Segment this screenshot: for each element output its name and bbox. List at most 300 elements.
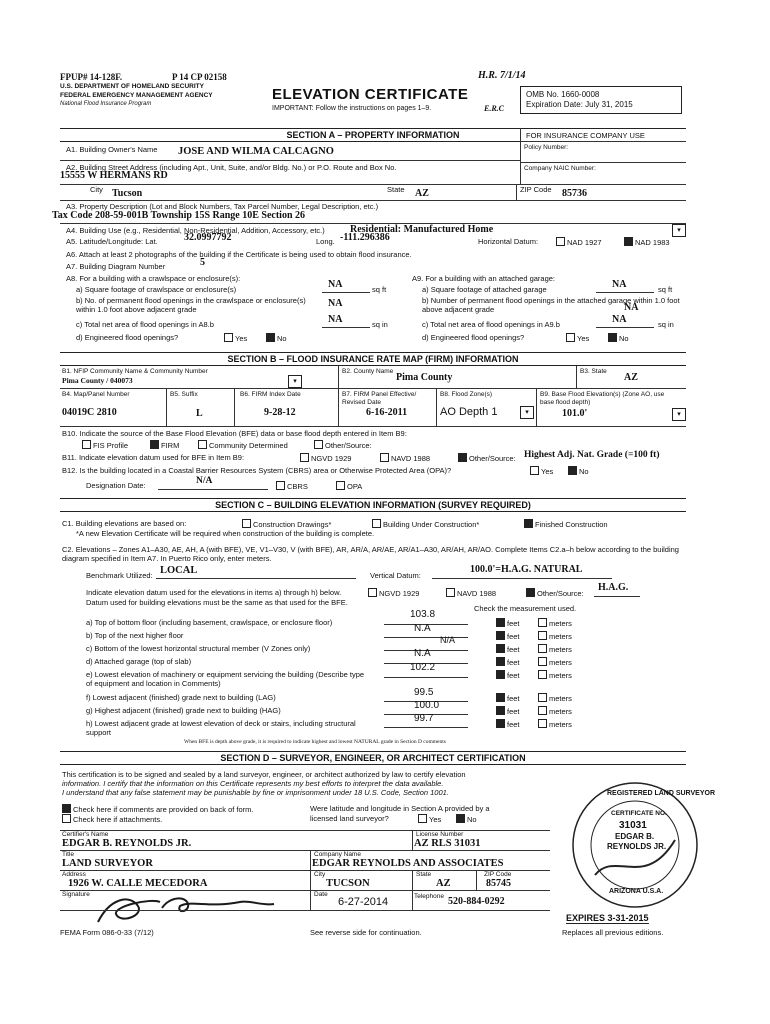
a5-label: A5. Latitude/Longitude: Lat.: [66, 237, 158, 246]
seal-expires: EXPIRES 3-31-2015: [566, 913, 649, 923]
yes-label: Yes: [429, 815, 442, 824]
c2c-label: c) Bottom of the lowest horizontal structural member (V Zones only): [86, 644, 311, 653]
date-value: 6-27-2014: [338, 896, 389, 908]
divider: [60, 160, 520, 161]
datum-label: Horizontal Datum:: [478, 237, 539, 246]
divider: [436, 388, 437, 426]
c2d-feet[interactable]: [496, 657, 520, 667]
c2b-label: b) Top of the next higher floor: [86, 631, 184, 640]
zip-label: ZIP Code: [520, 185, 552, 194]
underline: [158, 489, 268, 490]
unit-label: feet: [507, 694, 520, 703]
title-annotation: H.R. 7/1/14: [478, 70, 526, 81]
c2d-meters[interactable]: [538, 657, 572, 667]
c2-footnote: When BFE is depth above grade, it is required to indicate highest and lowest NATURAL grade in Section D comments: [184, 739, 446, 745]
option-label: NGVD 1929: [311, 454, 352, 463]
a7-label: A7. Building Diagram Number: [66, 262, 166, 271]
c2c-meters[interactable]: [538, 644, 572, 654]
divider: [520, 128, 521, 184]
option-label: Construction Drawings*: [253, 520, 332, 529]
b1-value: Pima County / 040073: [62, 376, 133, 385]
property-description: Tax Code 208-59-001B Township 15S Range 10E Section 26: [52, 210, 306, 221]
c2f-label: f) Lowest adjacent (finished) grade next to building (LAG): [86, 693, 276, 702]
checkbox-checked[interactable]: [150, 440, 159, 449]
unit-label: meters: [549, 720, 572, 729]
section-b-title: SECTION B – FLOOD INSURANCE RATE MAP (FIRM) INFORMATION: [227, 354, 519, 364]
license-label: License Number: [416, 831, 464, 838]
c2e-meters[interactable]: [538, 670, 572, 680]
unit-label: meters: [549, 694, 572, 703]
option-label: OPA: [347, 482, 363, 491]
checkbox[interactable]: [300, 453, 309, 462]
divider: [60, 184, 686, 185]
checkbox[interactable]: [336, 481, 345, 490]
option-label: CBRS: [287, 482, 308, 491]
a9c-label: c) Total net area of flood openings in A9.b: [422, 320, 560, 329]
b1-label: B1. NFIP Community Name & Community Number: [62, 368, 208, 375]
vertical-datum-value: 100.0'=H.A.G. NATURAL: [470, 564, 583, 575]
no-label: No: [579, 467, 589, 476]
expiration-date: Expiration Date: July 31, 2015: [526, 100, 633, 109]
yes-label: Yes: [577, 334, 590, 343]
checkbox-checked[interactable]: [496, 631, 505, 640]
latlong-no[interactable]: [456, 814, 477, 824]
a9b-label: b) Number of permanent flood openings in the attached garage within 1.0 foot above adjacent grade: [422, 296, 680, 314]
c2g-value: 100.0: [414, 700, 440, 711]
c2a-feet[interactable]: [496, 618, 520, 628]
cbrs-option[interactable]: [276, 481, 308, 491]
unit-label: meters: [549, 645, 572, 654]
a9c-value: NA: [612, 314, 627, 325]
nad1983-option[interactable]: [624, 237, 670, 247]
checkbox[interactable]: [538, 631, 547, 640]
opa-option[interactable]: [336, 481, 362, 491]
underline: [596, 327, 654, 328]
checkbox[interactable]: [566, 333, 575, 342]
unit-label: feet: [507, 645, 520, 654]
section-d-header: [60, 751, 686, 765]
unit-label: feet: [507, 658, 520, 667]
c2a-meters[interactable]: [538, 618, 572, 628]
continue-note: See reverse side for continuation.: [310, 928, 422, 937]
a9d-yes[interactable]: [566, 333, 589, 343]
b4-value: 04019C 2810: [62, 407, 117, 418]
option-label: Check here if attachments.: [73, 815, 163, 824]
longitude-value: -111.296386: [340, 232, 390, 243]
cert-text-2: information. I certify that the information on this Certificate represents my best efforts to interpret the data available.: [62, 779, 444, 788]
checkbox[interactable]: [530, 466, 539, 475]
divider: [338, 388, 339, 426]
nad1927-option[interactable]: [556, 237, 602, 247]
a9a-value: NA: [612, 279, 627, 290]
omb-number: OMB No. 1660-0008: [526, 90, 600, 99]
b9-label: B9. Base Flood Elevation(s) (Zone AO, use base flood depth): [540, 391, 665, 406]
check-unit-label: Check the measurement used.: [474, 604, 577, 613]
address-label: Address: [62, 871, 86, 878]
b4-label: B4. Map/Panel Number: [62, 391, 130, 398]
c2b-meters[interactable]: [538, 631, 572, 641]
c2e-feet[interactable]: [496, 670, 520, 680]
agency-line-1: U.S. DEPARTMENT OF HOMELAND SECURITY: [60, 83, 204, 90]
latlong-yes[interactable]: [418, 814, 441, 824]
checkbox-checked[interactable]: [62, 804, 71, 813]
telephone-label: Telephone: [414, 893, 444, 900]
checkbox[interactable]: [538, 644, 547, 653]
b7-value: 6-16-2011: [366, 407, 408, 418]
replaces-note: Replaces all previous editions.: [562, 928, 664, 937]
a6-label: A6. Attach at least 2 photographs of the building if the Certificate is being used to obtain flood insurance.: [66, 250, 412, 259]
a2-label: A2. Building Street Address (including Apt., Unit, Suite, and/or Bldg. No.) or P.O. Route and Box No.: [66, 163, 397, 172]
c2e-value: 102.2: [410, 662, 436, 673]
policy-number-label: Policy Number:: [524, 144, 569, 151]
unit-label: meters: [549, 619, 572, 628]
b3-value: AZ: [624, 372, 638, 383]
c2e-label: e) Lowest elevation of machinery or equipment servicing the building (Describe type of equipment and location in Comments): [86, 670, 365, 688]
checkbox-checked[interactable]: [496, 657, 505, 666]
divider: [234, 388, 235, 426]
seal-name-2: REYNOLDS JR.: [607, 842, 667, 851]
section-b-header: [60, 352, 686, 366]
datum-note: Datum used for building elevations must be the same as that used for the BFE.: [86, 598, 348, 607]
b10-other[interactable]: [314, 440, 372, 450]
c1-drawings[interactable]: [242, 519, 331, 529]
indicate-value: H.A.G.: [598, 582, 629, 593]
cert-text-1: This certification is to be signed and sealed by a land surveyor, engineer, or architect authorized by law to certify elevation: [62, 770, 466, 779]
c2f-value: 99.5: [414, 687, 434, 698]
cert-text-3: I understand that any false statement may be punishable by fine or imprisonment under 18 U.S. Code, Section 1001.: [62, 788, 449, 797]
option-label: NAVD 1988: [391, 454, 431, 463]
building-use: Residential: Manufactured Home: [350, 224, 494, 235]
checkbox-checked[interactable]: [496, 644, 505, 653]
b12-no[interactable]: [568, 466, 589, 476]
title-value: LAND SURVEYOR: [62, 858, 153, 869]
latitude-value: 32.0997792: [184, 232, 232, 243]
page-title: ELEVATION CERTIFICATE: [272, 86, 469, 103]
checkbox-checked[interactable]: [496, 693, 505, 702]
b11-navd[interactable]: [380, 453, 430, 463]
company-value: EDGAR REYNOLDS AND ASSOCIATES: [312, 858, 504, 869]
b7-label: B7. FIRM Panel Effective/ Revised Date: [342, 391, 417, 406]
checkbox[interactable]: [82, 440, 91, 449]
a8c-label: c) Total net area of flood openings in A8.b: [76, 320, 214, 329]
b11-ngvd[interactable]: [300, 453, 351, 463]
telephone-value: 520-884-0292: [448, 896, 505, 907]
b6-value: 9-28-12: [264, 407, 296, 418]
c2b-feet[interactable]: [496, 631, 520, 641]
c2a-value: 103.8: [410, 609, 436, 620]
nad1983-label: NAD 1983: [635, 238, 670, 247]
community-dropdown[interactable]: ▾: [288, 375, 302, 388]
option-label: FIRM: [161, 441, 180, 450]
checkbox-checked[interactable]: [456, 814, 465, 823]
designation-value: N/A: [196, 476, 213, 486]
c2b-value: N.A: [414, 623, 431, 634]
attachments-check[interactable]: [62, 814, 162, 824]
a8d-no[interactable]: [266, 333, 287, 343]
unit-label: feet: [507, 619, 520, 628]
c2d-label: d) Attached garage (top of slab): [86, 657, 192, 666]
b9-value: 101.0': [562, 408, 588, 419]
bfe-dropdown[interactable]: ▾: [672, 408, 686, 421]
c2h-feet[interactable]: [496, 719, 520, 729]
unit-label: meters: [549, 632, 572, 641]
a1-label: A1. Building Owner's Name: [66, 145, 158, 154]
yes-label: Yes: [541, 467, 554, 476]
title-annotation-2: E.R.C: [484, 104, 505, 113]
no-label: No: [467, 815, 477, 824]
checkbox[interactable]: [372, 519, 381, 528]
b11-value: Highest Adj. Nat. Grade (=100 ft): [524, 450, 660, 460]
indicate-ngvd[interactable]: [368, 588, 419, 598]
c2h-meters[interactable]: [538, 719, 572, 729]
city-value: Tucson: [112, 188, 143, 199]
section-d-title: SECTION D – SURVEYOR, ENGINEER, OR ARCHITECT CERTIFICATION: [220, 753, 526, 763]
c2-label: C2. Elevations – Zones A1–A30, AE, AH, A (with BFE), VE, V1–V30, V (with BFE), AR, AR/A, AR/AE, AR/A1–A30, AR/AH, AR/AO. Complete Items C2.a–h below according to the building diagram specified in Item A7. In Puerto Rico only, enter meters.: [62, 545, 679, 563]
seal-number: 31031: [619, 820, 647, 831]
checkbox-checked[interactable]: [624, 237, 633, 246]
important-note: IMPORTANT: Follow the instructions on pages 1–9.: [272, 105, 432, 112]
checkbox[interactable]: [242, 519, 251, 528]
divider: [536, 388, 537, 426]
underline: [384, 677, 468, 678]
divider: [60, 910, 550, 911]
seal-bottom: ARIZONA U.S.A.: [609, 888, 664, 895]
a8a-value: NA: [328, 279, 343, 290]
c2g-feet[interactable]: [496, 706, 520, 716]
divider: [60, 426, 686, 427]
flood-zone-dropdown[interactable]: ▾: [520, 406, 534, 419]
street-address: 15555 W HERMANS RD: [60, 170, 168, 181]
form-id-handwriting: FPUP# 14-128F.: [60, 72, 123, 82]
a8c-value: NA: [328, 314, 343, 325]
option-label: FIS Profile: [93, 441, 129, 450]
a3-label: A3. Property Description (Lot and Block Numbers, Tax Parcel Number, Legal Description, etc.): [66, 202, 379, 211]
option-label: NGVD 1929: [379, 589, 420, 598]
comments-check[interactable]: [62, 804, 254, 814]
checkbox-checked[interactable]: [458, 453, 467, 462]
underline: [384, 637, 468, 638]
b5-label: B5. Suffix: [170, 391, 198, 398]
a9a-label: a) Square footage of attached garage: [422, 285, 547, 294]
indicate-navd[interactable]: [446, 588, 496, 598]
divider: [476, 870, 477, 890]
unit-label: meters: [549, 658, 572, 667]
underline: [432, 578, 612, 579]
b2-value: Pima County: [396, 372, 453, 383]
underline: [322, 292, 370, 293]
checkbox-checked[interactable]: [496, 618, 505, 627]
checkbox[interactable]: [380, 453, 389, 462]
checkbox[interactable]: [538, 670, 547, 679]
checkbox[interactable]: [538, 657, 547, 666]
a8d-label: d) Engineered flood openings?: [76, 333, 179, 342]
nad1927-label: NAD 1927: [567, 238, 602, 247]
surveyor-seal: [555, 780, 715, 910]
divider: [338, 366, 339, 388]
divider: [60, 200, 686, 201]
a8a-label: a) Square footage of crawlspace or enclosure(s): [76, 285, 237, 294]
benchmark-label: Benchmark Utilized:: [86, 571, 153, 580]
state-label: State: [387, 185, 405, 194]
certifier-value: EDGAR B. REYNOLDS JR.: [62, 838, 192, 849]
agency-line-3: National Flood Insurance Program: [60, 101, 152, 107]
c2h-label: h) Lowest adjacent grade at lowest elevation of deck or stairs, including structural support: [86, 719, 356, 737]
option-label: Other/Source:: [537, 589, 584, 598]
a8d-yes[interactable]: [224, 333, 247, 343]
checkbox[interactable]: [538, 618, 547, 627]
a9d-label: d) Engineered flood openings?: [422, 333, 525, 342]
checkbox-checked[interactable]: [568, 466, 577, 475]
divider: [412, 890, 413, 910]
indicate-label: Indicate elevation datum used for the elevations in items a) through h) below.: [86, 588, 342, 597]
option-label: Other/Source:: [469, 454, 516, 463]
form-number: FEMA Form 086-0-33 (7/12): [60, 928, 154, 937]
underline: [384, 727, 468, 728]
no-label: No: [277, 334, 287, 343]
b10-fis[interactable]: [82, 440, 128, 450]
b12-label: B12. Is the building located in a Coastal Barrier Resources System (CBRS) area or Otherwise Protected Area (OPA)?: [62, 466, 452, 475]
checkbox[interactable]: [418, 814, 427, 823]
c2d-value: N.A: [414, 648, 431, 659]
underline: [594, 596, 640, 597]
diagram-number: 5: [200, 257, 205, 268]
option-label: Check here if comments are provided on back of form.: [73, 805, 254, 814]
a9c-unit: sq in: [658, 320, 674, 329]
title-label: Title: [62, 851, 75, 858]
checkbox-checked[interactable]: [608, 333, 617, 342]
yes-label: Yes: [235, 334, 248, 343]
a9b-value: NA: [624, 302, 639, 313]
checkbox[interactable]: [276, 481, 285, 490]
checkbox[interactable]: [538, 693, 547, 702]
section-c-header: [60, 498, 686, 512]
omb-box: [520, 86, 682, 114]
checkbox-checked[interactable]: [496, 670, 505, 679]
underline: [596, 292, 654, 293]
checkbox-checked[interactable]: [526, 588, 535, 597]
b11-other[interactable]: [458, 453, 516, 463]
divider: [166, 388, 167, 426]
a8c-unit: sq in: [372, 320, 388, 329]
checkbox-checked[interactable]: [496, 706, 505, 715]
unit-label: feet: [507, 671, 520, 680]
divider: [516, 184, 517, 200]
c2a-label: a) Top of bottom floor (including basement, crawlspace, or enclosure floor): [86, 618, 333, 627]
b8-label: B8. Flood Zone(s): [440, 391, 493, 398]
d-state-label: State: [416, 871, 432, 878]
divider: [520, 141, 686, 142]
a9a-unit: sq ft: [658, 285, 673, 294]
latlong-question: Were latitude and longitude in Section A provided by a licensed land surveyor?: [310, 804, 490, 823]
option-label: Community Determined: [209, 441, 288, 450]
c2f-meters[interactable]: [538, 693, 572, 703]
state-value: AZ: [415, 188, 429, 199]
b2-label: B2. County Name: [342, 368, 394, 375]
naic-label: Company NAIC Number:: [524, 165, 596, 172]
a8b-label: b) No. of permanent flood openings in the crawlspace or enclosure(s) within 1.0 foot above adjacent grade: [76, 296, 306, 314]
zip-value: 85736: [562, 188, 587, 199]
vertical-datum-label: Vertical Datum:: [370, 571, 421, 580]
checkbox[interactable]: [446, 588, 455, 597]
section-a-title: SECTION A – PROPERTY INFORMATION: [286, 130, 460, 140]
seal-cert: CERTIFICATE NO.: [611, 810, 667, 817]
section-c-title: SECTION C – BUILDING ELEVATION INFORMATION (SURVEY REQUIRED): [215, 500, 531, 510]
b6-label: B6. FIRM Index Date: [240, 391, 301, 398]
checkbox-checked[interactable]: [266, 333, 275, 342]
designation-label: Designation Date:: [86, 481, 146, 490]
building-use-dropdown[interactable]: ▾: [672, 224, 686, 237]
b10-label: B10. Indicate the source of the Base Flood Elevation (BFE) data or base flood depth entered in Item B9:: [62, 429, 407, 438]
checkbox[interactable]: [556, 237, 565, 246]
case-number-handwriting: P 14 CP 02158: [172, 72, 227, 82]
option-label: Building Under Construction*: [383, 520, 480, 529]
b5-value: L: [196, 408, 203, 419]
divider: [60, 388, 686, 389]
a4-label: A4. Building Use (e.g., Residential, Non-Residential, Addition, Accessory, etc.): [66, 226, 325, 235]
agency-line-2: FEDERAL EMERGENCY MANAGEMENT AGENCY: [60, 92, 213, 99]
option-label: Finished Construction: [535, 520, 608, 529]
c2f-feet[interactable]: [496, 693, 520, 703]
c1-under-construction[interactable]: [372, 519, 479, 529]
long-label: Long.: [316, 237, 335, 246]
d-zip-label: ZIP Code: [484, 871, 512, 878]
signature-image: [90, 888, 280, 928]
checkbox[interactable]: [538, 706, 547, 715]
a9d-no[interactable]: [608, 333, 629, 343]
c2g-meters[interactable]: [538, 706, 572, 716]
option-label: Other/Source:: [325, 441, 372, 450]
checkbox[interactable]: [314, 440, 323, 449]
c2c-feet[interactable]: [496, 644, 520, 654]
checkbox[interactable]: [198, 440, 207, 449]
a8-label: A8. For a building with a crawlspace or enclosure(s):: [66, 274, 241, 283]
divider: [520, 162, 686, 163]
checkbox-checked[interactable]: [496, 719, 505, 728]
b10-community[interactable]: [198, 440, 288, 450]
d-city-label: City: [314, 871, 326, 878]
divider: [310, 850, 311, 910]
b12-yes[interactable]: [530, 466, 553, 476]
checkbox[interactable]: [62, 814, 71, 823]
b3-label: B3. State: [580, 368, 607, 375]
checkbox[interactable]: [538, 719, 547, 728]
divider: [412, 830, 413, 850]
a9-label: A9. For a building with an attached garage:: [412, 274, 556, 283]
underline: [156, 578, 356, 579]
no-label: No: [619, 334, 629, 343]
b11-label: B11. Indicate elevation datum used for BFE in Item B9:: [62, 453, 245, 462]
company-label: Company Name: [314, 851, 361, 858]
d-zip-value: 85745: [486, 878, 511, 889]
divider: [576, 366, 577, 388]
c2g-label: g) Highest adjacent (finished) grade next to building (HAG): [86, 706, 281, 715]
c1-finished[interactable]: [524, 519, 608, 529]
underline: [322, 327, 370, 328]
indicate-other[interactable]: [526, 588, 584, 598]
c2c-value: N/A: [440, 635, 456, 645]
b10-firm[interactable]: [150, 440, 179, 450]
certifier-label: Certifier's Name: [62, 831, 109, 838]
benchmark-value: LOCAL: [160, 565, 198, 576]
option-label: NAVD 1988: [457, 589, 497, 598]
divider: [60, 850, 550, 851]
unit-label: feet: [507, 720, 520, 729]
a8b-value: NA: [328, 298, 343, 309]
checkbox[interactable]: [224, 333, 233, 342]
checkbox[interactable]: [368, 588, 377, 597]
checkbox-checked[interactable]: [524, 519, 533, 528]
city-label: City: [90, 185, 103, 194]
